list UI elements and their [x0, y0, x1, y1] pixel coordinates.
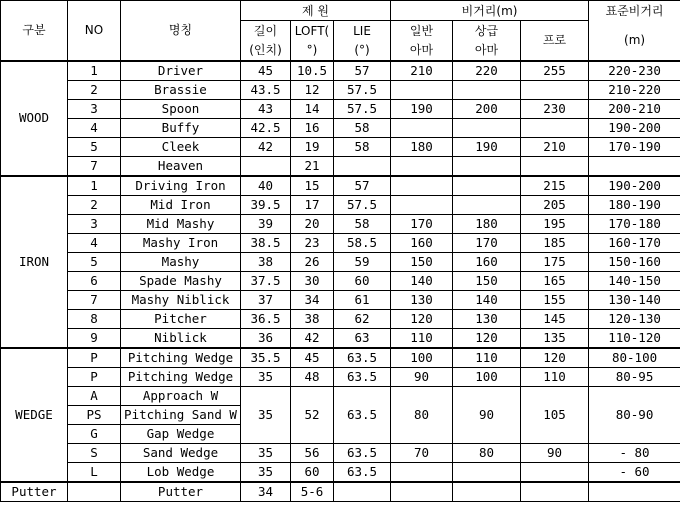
- cell-length: 39.5: [241, 195, 291, 214]
- table-row: [1, 443, 680, 462]
- cell-lie: 57.5: [334, 195, 391, 214]
- cell-loft: 34: [291, 290, 334, 309]
- cell-pro: 155: [521, 290, 589, 309]
- cell-loft: 17: [291, 195, 334, 214]
- cell-name: Mashy: [121, 252, 241, 271]
- cell-length: 37.5: [241, 271, 291, 290]
- header-standard-bottom: (m): [589, 21, 680, 61]
- cell-standard-distance: 190-200: [589, 176, 680, 196]
- cell-no: G: [68, 424, 121, 443]
- cell-upper-amateur: 120: [453, 328, 521, 348]
- cell-pro: 165: [521, 271, 589, 290]
- cell-loft: 26: [291, 252, 334, 271]
- cell-length: [241, 156, 291, 176]
- cell-normal-amateur: [391, 156, 453, 176]
- cell-length: 36: [241, 328, 291, 348]
- header-no: NO: [68, 1, 121, 61]
- cell-pro: 185: [521, 233, 589, 252]
- cell-length: 42.5: [241, 118, 291, 137]
- cell-length: 37: [241, 290, 291, 309]
- table-row: [1, 61, 680, 81]
- table-row: [1, 176, 680, 196]
- table-row: [1, 290, 680, 309]
- header-length-bottom: (인치): [241, 41, 291, 61]
- cell-length: 34: [241, 482, 291, 502]
- cell-lie: [334, 156, 391, 176]
- cell-normal-amateur: [391, 80, 453, 99]
- cell-standard-distance: 80-100: [589, 348, 680, 368]
- cell-upper-amateur: 90: [453, 386, 521, 443]
- cell-name: Heaven: [121, 156, 241, 176]
- header-normal-bottom: 아마: [391, 41, 453, 61]
- cell-normal-amateur: 120: [391, 309, 453, 328]
- cell-no: 3: [68, 214, 121, 233]
- cell-length: 35: [241, 462, 291, 482]
- cell-loft: 19: [291, 137, 334, 156]
- cell-name: Cleek: [121, 137, 241, 156]
- header-loft-top: LOFT(: [291, 21, 334, 41]
- table-row: [1, 367, 680, 386]
- cell-pro: [521, 80, 589, 99]
- cell-lie: 63: [334, 328, 391, 348]
- header-category: 구분: [1, 1, 68, 61]
- table-row: [1, 386, 680, 405]
- cell-no: A: [68, 386, 121, 405]
- cell-length: 38: [241, 252, 291, 271]
- cell-normal-amateur: 80: [391, 386, 453, 443]
- cell-upper-amateur: [453, 80, 521, 99]
- cell-lie: 57.5: [334, 99, 391, 118]
- group-label-wedge: WEDGE: [1, 348, 68, 482]
- cell-name: Mashy Iron: [121, 233, 241, 252]
- cell-length: 39: [241, 214, 291, 233]
- cell-length: 35: [241, 367, 291, 386]
- cell-lie: 58: [334, 118, 391, 137]
- header-lie-bottom: (°): [334, 41, 391, 61]
- cell-loft: 15: [291, 176, 334, 196]
- cell-pro: 175: [521, 252, 589, 271]
- table-row: [1, 195, 680, 214]
- cell-normal-amateur: 110: [391, 328, 453, 348]
- header-standard-top: 표준비거리: [589, 1, 680, 21]
- cell-upper-amateur: 150: [453, 271, 521, 290]
- cell-standard-distance: 200-210: [589, 99, 680, 118]
- table-row: [1, 137, 680, 156]
- cell-upper-amateur: 190: [453, 137, 521, 156]
- cell-standard-distance: 130-140: [589, 290, 680, 309]
- header-length-top: 길이: [241, 21, 291, 41]
- cell-name: Mashy Niblick: [121, 290, 241, 309]
- cell-pro: 210: [521, 137, 589, 156]
- cell-standard-distance: 170-180: [589, 214, 680, 233]
- cell-name: Pitching Wedge: [121, 348, 241, 368]
- table-row: [1, 156, 680, 176]
- cell-standard-distance: 140-150: [589, 271, 680, 290]
- cell-pro: 215: [521, 176, 589, 196]
- cell-loft: 16: [291, 118, 334, 137]
- header-upper-bottom: 아마: [453, 41, 521, 61]
- cell-upper-amateur: 160: [453, 252, 521, 271]
- cell-normal-amateur: [391, 462, 453, 482]
- cell-length: 43.5: [241, 80, 291, 99]
- cell-loft: 45: [291, 348, 334, 368]
- cell-standard-distance: 80-95: [589, 367, 680, 386]
- cell-upper-amateur: 80: [453, 443, 521, 462]
- header-row-1: [1, 1, 680, 21]
- group-label-iron: IRON: [1, 176, 68, 348]
- cell-name: Pitching Wedge: [121, 367, 241, 386]
- cell-normal-amateur: [391, 195, 453, 214]
- cell-standard-distance: 170-190: [589, 137, 680, 156]
- cell-pro: 230: [521, 99, 589, 118]
- cell-lie: 62: [334, 309, 391, 328]
- header-normal-top: 일반: [391, 21, 453, 41]
- cell-name: Driving Iron: [121, 176, 241, 196]
- cell-length: 35: [241, 443, 291, 462]
- header-upper-top: 상급: [453, 21, 521, 41]
- cell-loft: 23: [291, 233, 334, 252]
- cell-standard-distance: 160-170: [589, 233, 680, 252]
- cell-no: 4: [68, 233, 121, 252]
- cell-lie: 57: [334, 176, 391, 196]
- cell-normal-amateur: 190: [391, 99, 453, 118]
- table-row: [1, 80, 680, 99]
- cell-normal-amateur: [391, 176, 453, 196]
- table-row: [1, 118, 680, 137]
- cell-length: 36.5: [241, 309, 291, 328]
- cell-normal-amateur: 150: [391, 252, 453, 271]
- cell-standard-distance: 120-130: [589, 309, 680, 328]
- cell-pro: 135: [521, 328, 589, 348]
- cell-pro: [521, 482, 589, 502]
- cell-normal-amateur: 70: [391, 443, 453, 462]
- table-row: [1, 214, 680, 233]
- cell-no: P: [68, 367, 121, 386]
- cell-lie: 63.5: [334, 348, 391, 368]
- cell-loft: 14: [291, 99, 334, 118]
- table-row: [1, 252, 680, 271]
- cell-length: 35.5: [241, 348, 291, 368]
- cell-lie: 57: [334, 61, 391, 81]
- cell-pro: 105: [521, 386, 589, 443]
- cell-upper-amateur: [453, 156, 521, 176]
- cell-standard-distance: [589, 156, 680, 176]
- cell-no: 7: [68, 156, 121, 176]
- cell-loft: 52: [291, 386, 334, 443]
- cell-pro: [521, 462, 589, 482]
- table-row: [1, 328, 680, 348]
- cell-pro: 205: [521, 195, 589, 214]
- cell-upper-amateur: [453, 462, 521, 482]
- cell-loft: 30: [291, 271, 334, 290]
- cell-upper-amateur: 180: [453, 214, 521, 233]
- cell-pro: 90: [521, 443, 589, 462]
- table-row: [1, 482, 680, 502]
- cell-name: Lob Wedge: [121, 462, 241, 482]
- cell-no: S: [68, 443, 121, 462]
- cell-name: Putter: [121, 482, 241, 502]
- cell-length: 45: [241, 61, 291, 81]
- cell-no: 7: [68, 290, 121, 309]
- cell-no: P: [68, 348, 121, 368]
- cell-normal-amateur: 180: [391, 137, 453, 156]
- cell-standard-distance: 80-90: [589, 386, 680, 443]
- cell-upper-amateur: 170: [453, 233, 521, 252]
- cell-lie: 60: [334, 271, 391, 290]
- cell-lie: [334, 482, 391, 502]
- cell-name: Sand Wedge: [121, 443, 241, 462]
- header-loft-bottom: °): [291, 41, 334, 61]
- cell-standard-distance: 180-190: [589, 195, 680, 214]
- cell-name: Pitcher: [121, 309, 241, 328]
- cell-no: [68, 482, 121, 502]
- cell-no: 6: [68, 271, 121, 290]
- cell-loft: 38: [291, 309, 334, 328]
- cell-no: 9: [68, 328, 121, 348]
- cell-loft: 21: [291, 156, 334, 176]
- cell-name: Gap Wedge: [121, 424, 241, 443]
- cell-standard-distance: - 80: [589, 443, 680, 462]
- cell-name: Spoon: [121, 99, 241, 118]
- header-spec: 제 원: [241, 1, 391, 21]
- cell-loft: 12: [291, 80, 334, 99]
- cell-standard-distance: 190-200: [589, 118, 680, 137]
- table-row: [1, 462, 680, 482]
- cell-standard-distance: 150-160: [589, 252, 680, 271]
- cell-name: Brassie: [121, 80, 241, 99]
- group-label-putter: Putter: [1, 482, 68, 502]
- cell-loft: 5-6: [291, 482, 334, 502]
- table-row: [1, 348, 680, 368]
- cell-name: Pitching Sand W: [121, 405, 241, 424]
- cell-lie: 63.5: [334, 367, 391, 386]
- cell-lie: 63.5: [334, 386, 391, 443]
- cell-no: PS: [68, 405, 121, 424]
- cell-standard-distance: 210-220: [589, 80, 680, 99]
- cell-upper-amateur: [453, 176, 521, 196]
- cell-lie: 61: [334, 290, 391, 309]
- cell-loft: 20: [291, 214, 334, 233]
- group-label-wood: WOOD: [1, 61, 68, 176]
- cell-normal-amateur: 170: [391, 214, 453, 233]
- cell-name: Mid Iron: [121, 195, 241, 214]
- cell-no: L: [68, 462, 121, 482]
- cell-pro: 110: [521, 367, 589, 386]
- cell-no: 8: [68, 309, 121, 328]
- cell-normal-amateur: 130: [391, 290, 453, 309]
- cell-loft: 60: [291, 462, 334, 482]
- cell-upper-amateur: 200: [453, 99, 521, 118]
- cell-no: 4: [68, 118, 121, 137]
- table-row: [1, 233, 680, 252]
- cell-pro: 120: [521, 348, 589, 368]
- header-lie-top: LIE: [334, 21, 391, 41]
- cell-name: Mid Mashy: [121, 214, 241, 233]
- cell-no: 5: [68, 252, 121, 271]
- cell-length: 42: [241, 137, 291, 156]
- cell-lie: 57.5: [334, 80, 391, 99]
- cell-no: 2: [68, 195, 121, 214]
- cell-no: 1: [68, 176, 121, 196]
- cell-standard-distance: 220-230: [589, 61, 680, 81]
- cell-standard-distance: - 60: [589, 462, 680, 482]
- cell-length: 43: [241, 99, 291, 118]
- cell-pro: 145: [521, 309, 589, 328]
- cell-upper-amateur: 220: [453, 61, 521, 81]
- cell-name: Niblick: [121, 328, 241, 348]
- cell-lie: 58.5: [334, 233, 391, 252]
- cell-upper-amateur: 100: [453, 367, 521, 386]
- cell-pro: [521, 118, 589, 137]
- cell-upper-amateur: 130: [453, 309, 521, 328]
- cell-standard-distance: 110-120: [589, 328, 680, 348]
- table-row: [1, 309, 680, 328]
- cell-length: 35: [241, 386, 291, 443]
- cell-normal-amateur: 90: [391, 367, 453, 386]
- table-row: [1, 271, 680, 290]
- cell-upper-amateur: 110: [453, 348, 521, 368]
- cell-pro: 255: [521, 61, 589, 81]
- cell-name: Driver: [121, 61, 241, 81]
- cell-lie: 58: [334, 214, 391, 233]
- cell-normal-amateur: [391, 118, 453, 137]
- cell-no: 3: [68, 99, 121, 118]
- header-pro: 프로: [521, 21, 589, 61]
- cell-no: 2: [68, 80, 121, 99]
- cell-normal-amateur: 140: [391, 271, 453, 290]
- cell-no: 5: [68, 137, 121, 156]
- cell-lie: 59: [334, 252, 391, 271]
- cell-loft: 48: [291, 367, 334, 386]
- cell-name: Spade Mashy: [121, 271, 241, 290]
- cell-name: Buffy: [121, 118, 241, 137]
- cell-normal-amateur: 100: [391, 348, 453, 368]
- cell-lie: 63.5: [334, 443, 391, 462]
- cell-loft: 10.5: [291, 61, 334, 81]
- cell-normal-amateur: [391, 482, 453, 502]
- cell-upper-amateur: 140: [453, 290, 521, 309]
- cell-length: 38.5: [241, 233, 291, 252]
- cell-upper-amateur: [453, 118, 521, 137]
- cell-standard-distance: [589, 482, 680, 502]
- cell-no: 1: [68, 61, 121, 81]
- cell-normal-amateur: 210: [391, 61, 453, 81]
- cell-lie: 58: [334, 137, 391, 156]
- cell-upper-amateur: [453, 195, 521, 214]
- table-row: [1, 99, 680, 118]
- header-distance: 비거리(m): [391, 1, 589, 21]
- cell-normal-amateur: 160: [391, 233, 453, 252]
- cell-loft: 42: [291, 328, 334, 348]
- cell-loft: 56: [291, 443, 334, 462]
- cell-pro: [521, 156, 589, 176]
- cell-lie: 63.5: [334, 462, 391, 482]
- cell-upper-amateur: [453, 482, 521, 502]
- cell-name: Approach W: [121, 386, 241, 405]
- header-name: 명칭: [121, 1, 241, 61]
- cell-pro: 195: [521, 214, 589, 233]
- cell-length: 40: [241, 176, 291, 196]
